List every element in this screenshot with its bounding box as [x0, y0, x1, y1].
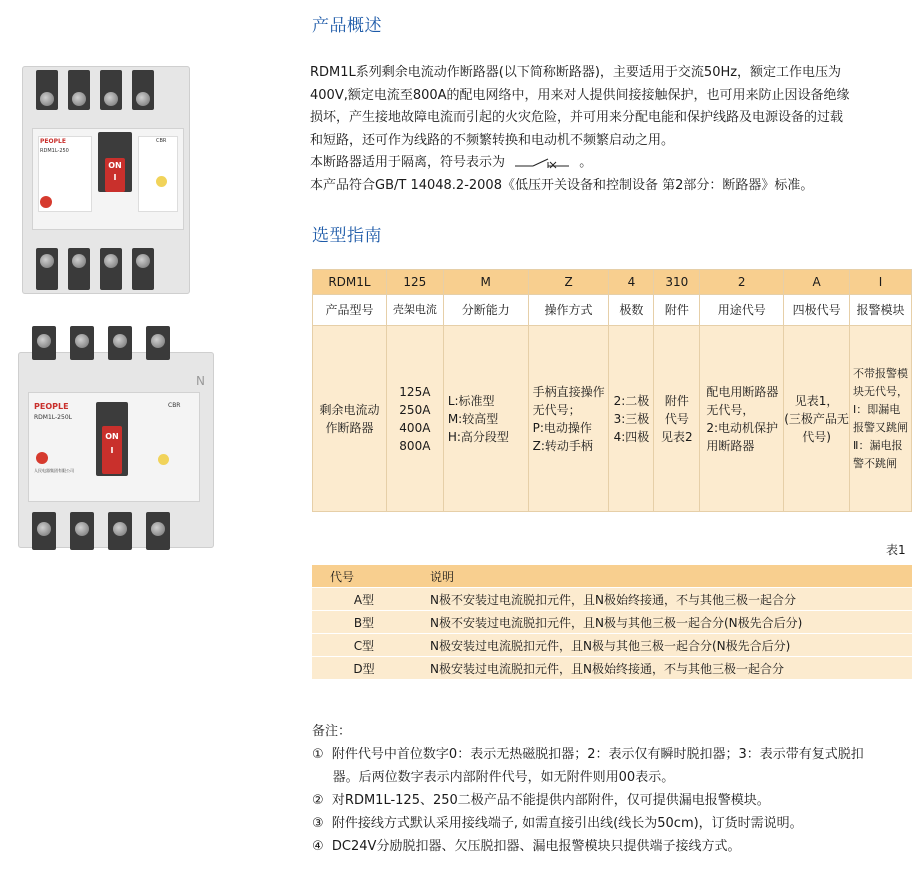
table-row — [312, 657, 912, 680]
table1-caption: 表1 — [886, 543, 906, 557]
note-line: ③ 附件接线方式默认采用接线端子, 如需直接引出线(线长为50cm)，订货时需说明。 — [312, 816, 803, 831]
header-cell: 附件 — [654, 295, 700, 326]
table1-header-cell: 说明 — [416, 565, 912, 588]
table-row — [312, 611, 912, 634]
detail-cell: 手柄直接操作无代号； P:电动操作 Z:转动手柄 — [528, 326, 609, 512]
notes-heading: 备注： — [312, 724, 352, 739]
model-label: RDM1L-250L — [34, 414, 72, 421]
code-cell: RDM1L — [313, 270, 387, 295]
table1-desc: N极安装过电流脱扣元件，且N极与其他三极一起合分(N极先合后分) — [416, 634, 912, 657]
overview-line: 本产品符合GB/T 14048.2-2008《低压开关设备和控制设备 第2部分：断路器》标准。 — [310, 177, 814, 193]
overview-text — [310, 62, 850, 197]
detail-row — [313, 326, 912, 512]
selection-guide-table — [312, 269, 912, 512]
header-cell: 极数 — [609, 295, 654, 326]
model-label: RDM1L-250 — [40, 148, 69, 154]
header-row — [313, 295, 912, 326]
overview-line-symbol: 本断路器适用于隔离，符号表示为 。 — [310, 155, 593, 170]
code-cell: 310 — [654, 270, 700, 295]
header-cell: 用途代号 — [700, 295, 784, 326]
rating-label: CBR — [168, 402, 181, 409]
table1-header-row — [312, 565, 912, 588]
table-row — [312, 634, 912, 657]
brand-label: PEOPLE — [40, 138, 66, 145]
table1 — [312, 565, 912, 680]
detail-cell: 剩余电流动作断路器 — [313, 326, 387, 512]
code-cell: 125 — [386, 270, 443, 295]
brand-label: PEOPLE — [34, 402, 69, 411]
rating-label: CBR — [156, 138, 167, 144]
table1-code: C型 — [312, 634, 416, 657]
detail-cell: 附件代号见表2 — [654, 326, 700, 512]
code-row — [313, 270, 912, 295]
table1-desc: N极不安装过电流脱扣元件，且N极与其他三极一起合分(N极先合后分) — [416, 611, 912, 634]
note-line: 器。后两位数字表示内部附件代号，如无附件则用00表示。 — [312, 770, 675, 785]
isolation-symbol-icon — [515, 157, 571, 169]
notes-section — [312, 720, 864, 858]
neutral-mark: N — [196, 374, 205, 388]
note-line: ④ DC24V分励脱扣器、欠压脱扣器、漏电报警模块只提供端子接线方式。 — [312, 839, 741, 854]
table1-code: A型 — [312, 588, 416, 611]
detail-cell: 配电用断路器无代号， 2:电动机保护用断路器 — [700, 326, 784, 512]
handle-button: ON I — [102, 426, 122, 474]
table1-code: B型 — [312, 611, 416, 634]
header-cell: 产品型号 — [313, 295, 387, 326]
detail-cell: L:标准型 M:较高型 H:高分段型 — [443, 326, 528, 512]
overview-line: 400V,额定电流至800A的配电网络中，用来对人提供间接接触保护，也可用来防止因设备绝缘 — [310, 87, 850, 103]
header-cell: 报警模块 — [850, 295, 912, 326]
code-cell: I — [850, 270, 912, 295]
product-image-top — [10, 58, 200, 298]
table-row — [312, 588, 912, 611]
note-line: ① 附件代号中首位数字0：表示无热磁脱扣器；2：表示仅有瞬时脱扣器；3：表示带有复式脱扣 — [312, 747, 864, 762]
guide-heading: 选型指南 — [312, 226, 382, 246]
note-line: ② 对RDM1L-125、250二极产品不能提供内部附件，仅可提供漏电报警模块。 — [312, 793, 770, 808]
detail-cell: 2:二极 3:三极 4:四极 — [609, 326, 654, 512]
code-cell: Z — [528, 270, 609, 295]
detail-cell: 125A 250A 400A 800A — [386, 326, 443, 512]
header-cell: 操作方式 — [528, 295, 609, 326]
table1-desc: N极安装过电流脱扣元件，且N极始终接通，不与其他三极一起合分 — [416, 657, 912, 680]
header-cell: 四极代号 — [784, 295, 850, 326]
detail-cell: 见表1， (三极产品无代号) — [784, 326, 850, 512]
table1-desc: N极不安装过电流脱扣元件，且N极始终接通，不与其他三极一起合分 — [416, 588, 912, 611]
table1-code: D型 — [312, 657, 416, 680]
overview-line: RDM1L系列剩余电流动作断路器(以下简称断路器)，主要适用于交流50Hz，额定工作电压为 — [310, 65, 842, 80]
overview-line: 损坏，产生接地故障电流而引起的火灾危险，并可用来分配电能和保护线路及电源设备的过载 — [310, 110, 844, 125]
code-cell: M — [443, 270, 528, 295]
code-cell: 4 — [609, 270, 654, 295]
detail-cell: 不带报警模块无代号， Ⅰ：即漏电报警又跳闸 Ⅱ：漏电报警不跳闸 — [850, 326, 912, 512]
product-image-bottom — [8, 322, 222, 554]
overview-line: 和短路，还可作为线路的不频繁转换和电动机不频繁启动之用。 — [310, 132, 675, 148]
header-cell: 壳架电流 — [386, 295, 443, 326]
handle-button: ON I — [105, 158, 125, 192]
code-cell: A — [784, 270, 850, 295]
table1-header-cell: 代号 — [312, 565, 416, 588]
code-cell: 2 — [700, 270, 784, 295]
header-cell: 分断能力 — [443, 295, 528, 326]
maker-label: 人民电器集团有限公司 — [34, 468, 74, 473]
overview-heading: 产品概述 — [312, 16, 382, 36]
